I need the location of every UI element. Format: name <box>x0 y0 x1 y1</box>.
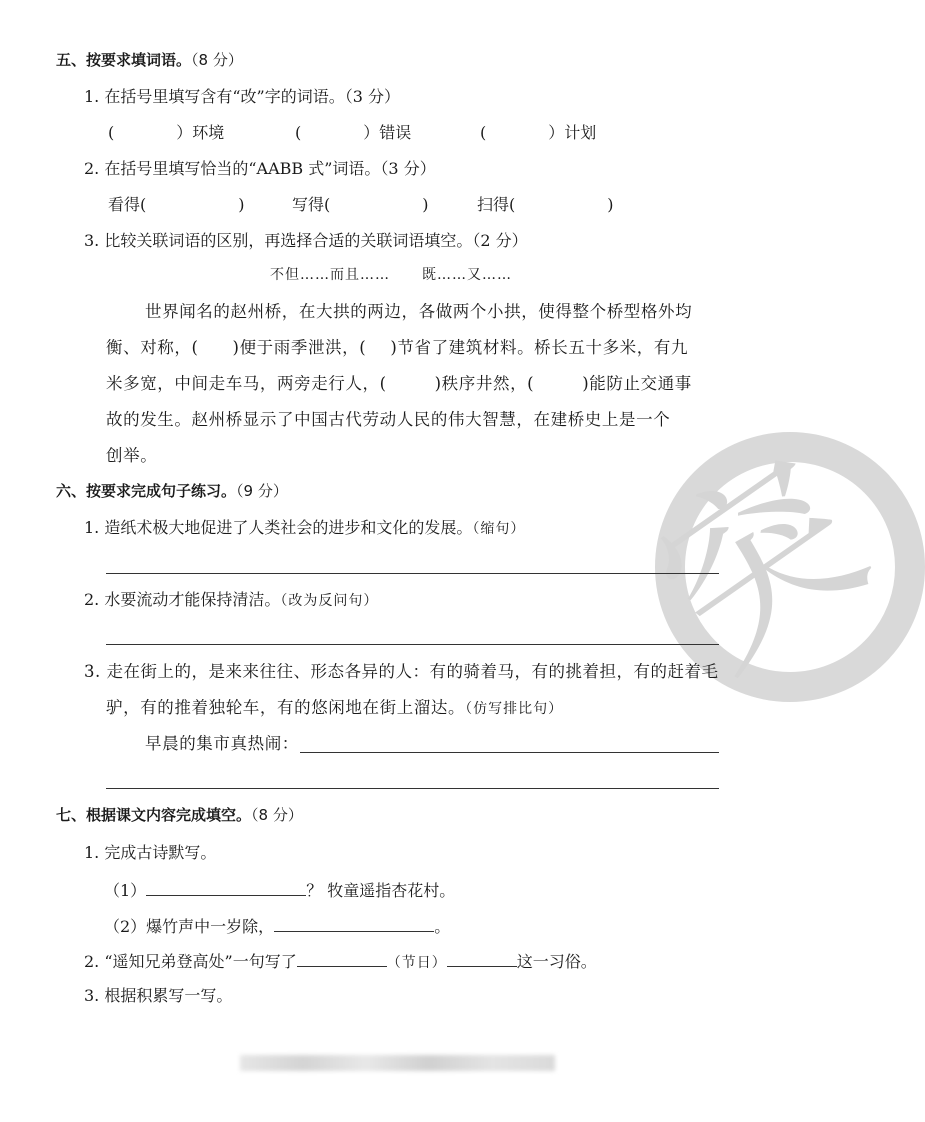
section-6-heading <box>56 484 288 499</box>
s6-q1 <box>84 520 525 536</box>
s7-q1-b-blank[interactable] <box>274 917 434 932</box>
passage-seg-4: 米多宽，中间走车马，两旁走行人，( <box>106 374 387 393</box>
s7-q1-a-label: （1） <box>104 881 147 900</box>
s6-q2-answer-line[interactable] <box>106 644 719 645</box>
s6-q2 <box>84 592 378 608</box>
s5-q1-item-1: ( ）环境 <box>108 123 225 142</box>
s6-q1-answer-line[interactable] <box>106 573 719 574</box>
section-6-title: 六、按要求完成句子练习。 <box>56 482 237 500</box>
section-5-heading <box>56 53 243 68</box>
section-7-heading <box>56 808 303 823</box>
section-5-title: 五、按要求填词语。 <box>56 51 192 69</box>
s6-q1-num: 1. <box>84 518 100 537</box>
s5-q1-item-3-text: ）计划 <box>548 123 597 142</box>
s6-q3-answer-line-1[interactable] <box>300 752 719 753</box>
s6-q3 <box>84 664 719 681</box>
s6-q3-line2-row <box>106 700 563 717</box>
s5-q1-num: 1. <box>84 87 100 106</box>
s6-q3-note: （仿写排比句） <box>465 701 564 717</box>
s5-q2-item-2: 写得( ) <box>292 195 429 214</box>
s5-q3-passage-line-2 <box>106 340 688 357</box>
s5-q2-item-2-text: 写得( <box>292 195 331 214</box>
s5-q3-passage-line-4: 故的发生。赵州桥显示了中国古代劳动人民的伟大智慧，在建桥史上是一个 <box>106 410 671 429</box>
s5-q3-passage-line-1: 世界闻名的赵州桥，在大拱的两边，各做两个小拱，使得整个桥型格外均 <box>145 302 693 321</box>
s5-q3-option-1: 不但……而且…… <box>270 267 390 283</box>
s7-q2-post: 这一习俗。 <box>516 952 597 971</box>
passage-seg-3: )节省了建筑材料。桥长五十多米，有九 <box>390 338 689 357</box>
section-6-points: （9 分） <box>236 482 288 500</box>
s5-q1-text: 在括号里填写含有“改”字的词语。（3 分） <box>104 87 400 106</box>
section-5-points: （8 分） <box>191 51 243 69</box>
passage-seg-6: )能防止交通事 <box>582 374 692 393</box>
s7-q1-b-label: （2）爆竹声中一岁除， <box>104 917 275 936</box>
s7-q1-a-blank[interactable] <box>146 881 306 896</box>
obscured-footer-bar <box>240 1055 555 1071</box>
s5-q3-option-2: 既……又…… <box>422 267 512 283</box>
s5-q1 <box>84 89 400 105</box>
s5-q1-item-2-text: ）错误 <box>363 123 412 142</box>
s6-q3-line2: 驴，有的推着独轮车，有的悠闲地在街上溜达。 <box>106 698 466 717</box>
s5-q2-num: 2. <box>84 159 100 178</box>
s6-q2-num: 2. <box>84 590 100 609</box>
watermark-glyph: 突 <box>618 419 901 710</box>
s6-q3-num: 3. <box>84 662 101 681</box>
s7-q2 <box>84 952 597 970</box>
section-7-title: 七、根据课文内容完成填空。 <box>56 806 252 824</box>
s5-q3-text: 比较关联词语的区别，再选择合适的关联词语填空。（2 分） <box>104 231 528 250</box>
s6-q3-answer-line-2[interactable] <box>106 788 719 789</box>
s7-q2-blank-2[interactable] <box>447 952 517 967</box>
s7-q2-num: 2. <box>84 952 100 971</box>
s5-q1-item-1-text: ）环境 <box>176 123 225 142</box>
passage-seg-2: )便于雨季泄洪，( <box>232 338 367 357</box>
s5-q1-item-2: ( ）错误 <box>295 123 412 142</box>
s5-q2-item-1-text: 看得( <box>108 195 147 214</box>
s5-q2 <box>84 161 436 177</box>
s7-q1-b-tail: 。 <box>434 917 451 936</box>
s5-q3-passage-line-3 <box>106 376 692 393</box>
s5-q2-text: 在括号里填写恰当的“AABB 式”词语。（3 分） <box>104 159 436 178</box>
s6-q2-note: （改为反问句） <box>280 593 379 609</box>
s5-q3 <box>84 233 528 249</box>
s7-q1 <box>84 845 216 861</box>
s6-q1-note: （缩句） <box>472 521 526 537</box>
section-7-points: （8 分） <box>251 806 303 824</box>
s5-q2-item-3: 扫得( ) <box>477 195 614 214</box>
s7-q1-a-tail: ？ 牧童遥指杏花村。 <box>306 881 456 900</box>
s7-q1-line-a <box>104 881 455 899</box>
s7-q1-num: 1. <box>84 843 100 862</box>
s7-q2-pre: “遥知兄弟登高处”一句写了 <box>104 952 297 971</box>
s5-q2-item-1: 看得( ) <box>108 195 245 214</box>
s5-q2-item-3-text: 扫得( <box>477 195 516 214</box>
s7-q1-line-b <box>104 917 450 935</box>
s6-q3-prompt: 早晨的集市真热闹： <box>145 734 299 753</box>
s7-q3 <box>84 988 232 1004</box>
s7-q2-mid: （节日） <box>386 955 447 971</box>
s5-q3-passage-line-5: 创举。 <box>106 446 158 465</box>
passage-seg-1: 衡、对称，( <box>106 338 199 357</box>
s6-q2-text: 水要流动才能保持清洁。 <box>104 590 281 609</box>
passage-seg-5: )秩序井然，( <box>434 374 535 393</box>
s5-q3-num: 3. <box>84 231 100 250</box>
s6-q3-line1: 走在街上的，是来来往往、形态各异的人：有的骑着马，有的挑着担，有的赶着毛 <box>106 662 719 681</box>
s7-q3-num: 3. <box>84 986 100 1005</box>
s7-q3-text: 根据积累写一写。 <box>104 986 233 1005</box>
s7-q2-blank-1[interactable] <box>297 952 387 967</box>
s5-q1-item-3: ( ）计划 <box>480 123 597 142</box>
s7-q1-text: 完成古诗默写。 <box>104 843 217 862</box>
s6-q1-text: 造纸术极大地促进了人类社会的进步和文化的发展。 <box>104 518 473 537</box>
